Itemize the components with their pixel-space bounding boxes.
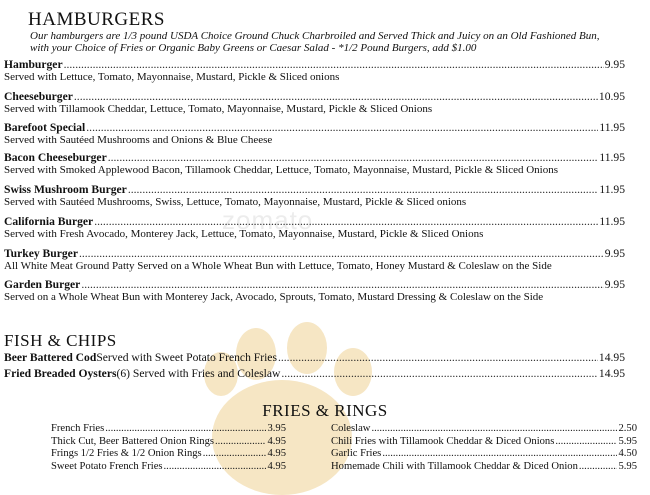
menu-item (4, 58, 625, 84)
item-description: Served with Lettuce, Tomato, Mayonnaise, Mustard, Pickle & Sliced onions (4, 71, 340, 83)
leader-dots (215, 436, 266, 449)
leader-dots (105, 423, 266, 436)
leader-dots (128, 183, 599, 196)
item-name: Garlic Fries (331, 448, 382, 459)
leader-dots (371, 423, 617, 436)
section-title-hamburgers: HAMBURGERS (28, 9, 165, 30)
side-item (51, 423, 286, 436)
section-title-fish-chips: FISH & CHIPS (4, 331, 117, 350)
item-price: 5.95 (618, 435, 637, 447)
item-name: Fried Breaded Oysters (4, 367, 117, 380)
menu-item (4, 247, 625, 273)
item-price: 3.95 (267, 423, 286, 434)
side-item (331, 461, 637, 474)
intro-line: with your Choice of Fries or Organic Baby Greens or Caesar Salad - *1/2 Pound Burgers, add $1.00 (30, 42, 477, 54)
item-description: Served with Smoked Applewood Bacon, Tillamook Cheddar, Lettuce, Tomato, Mayonnaise, Mustard, Pickle & Sliced Onions (4, 164, 559, 176)
item-price: 2.50 (618, 423, 637, 434)
leader-dots (79, 247, 604, 260)
leader-dots (555, 436, 617, 449)
menu-item (4, 367, 625, 380)
leader-dots (203, 448, 267, 461)
leader-dots (86, 121, 598, 134)
item-price: 4.50 (618, 448, 637, 459)
item-name: Turkey Burger (4, 247, 78, 260)
section-title-fries-rings: FRIES & RINGS (262, 401, 388, 420)
item-price: 11.95 (599, 151, 625, 164)
item-price: 14.95 (598, 367, 625, 380)
item-name: Swiss Mushroom Burger (4, 183, 127, 196)
item-price: 9.95 (604, 58, 625, 71)
item-name: Garden Burger (4, 278, 81, 291)
item-price: 11.95 (599, 215, 625, 228)
item-description: Served with Fresh Avocado, Monterey Jack, Lettuce, Tomato, Mayonnaise, Mustard, Pickle & Sliced Onions (4, 228, 484, 240)
leader-dots (81, 278, 603, 291)
item-name: Frings 1/2 Fries & 1/2 Onion Rings (51, 448, 202, 459)
item-price: 9.95 (604, 247, 625, 260)
watermark: zomato (222, 205, 314, 235)
item-name: Sweet Potato French Fries (51, 460, 163, 472)
side-item (331, 448, 637, 461)
item-price: 4.95 (267, 435, 286, 447)
item-name: California Burger (4, 215, 94, 228)
item-description: Served with Sautéed Mushrooms, Swiss, Lettuce, Tomato, Mayonnaise, Mustard, Pickle & Sliced onions (4, 196, 467, 208)
leader-dots (64, 58, 604, 71)
item-price: 5.95 (618, 460, 637, 472)
leader-dots (74, 90, 598, 103)
item-name: French Fries (51, 423, 105, 434)
menu-item (4, 183, 625, 209)
menu-item (4, 90, 625, 116)
item-price: 9.95 (604, 278, 625, 291)
item-description: Served with Tillamook Cheddar, Lettuce, Tomato, Mayonnaise, Mustard, Pickle & Sliced Onions (4, 103, 433, 115)
leader-dots (164, 461, 267, 474)
item-price: 11.95 (599, 183, 625, 196)
item-price: 4.95 (267, 448, 286, 459)
side-item (51, 461, 286, 474)
item-name: Homemade Chili with Tillamook Cheddar & Diced Onion (331, 460, 578, 472)
item-description: (6) Served with Fries and Coleslaw (116, 367, 281, 380)
item-name: Beer Battered Cod (4, 351, 97, 364)
item-name: Bacon Cheeseburger (4, 151, 107, 164)
menu-item (4, 215, 625, 241)
item-name: Thick Cut, Beer Battered Onion Rings (51, 435, 214, 447)
intro-line: Our hamburgers are 1/3 pound USDA Choice Ground Chuck Charbroiled and Served Thick and Juicy on an Old Fashioned Bun, (30, 30, 600, 42)
menu-item (4, 121, 625, 147)
item-description: Served on a Whole Wheat Bun with Monterey Jack, Avocado, Sprouts, Tomato, Mustard Dressing & Coleslaw on the Side (4, 291, 544, 303)
leader-dots (278, 351, 598, 364)
side-item (331, 423, 637, 436)
menu-item (4, 351, 625, 364)
fries-right-column (331, 423, 637, 473)
leader-dots (281, 367, 598, 380)
leader-dots (94, 215, 598, 228)
menu-item (4, 278, 625, 304)
item-price: 14.95 (598, 351, 625, 364)
leader-dots (108, 151, 599, 164)
item-description: Served with Sweet Potato French Fries (96, 351, 277, 364)
item-price: 11.95 (599, 121, 625, 134)
leader-dots (382, 448, 617, 461)
item-name: Coleslaw (331, 423, 371, 434)
hamburgers-intro (30, 30, 640, 54)
side-item (51, 436, 286, 449)
side-item (51, 448, 286, 461)
item-price: 10.95 (598, 90, 625, 103)
leader-dots (579, 461, 618, 474)
item-description: Served with Sautéed Mushrooms and Onions & Blue Cheese (4, 134, 273, 146)
menu-item (4, 151, 625, 177)
item-price: 4.95 (267, 460, 286, 472)
item-name: Barefoot Special (4, 121, 86, 134)
side-item (331, 436, 637, 449)
item-description: All White Meat Ground Patty Served on a Whole Wheat Bun with Lettuce, Tomato, Honey Mustard & Coleslaw on the Side (4, 260, 552, 272)
item-name: Chili Fries with Tillamook Cheddar & Diced Onions (331, 435, 555, 447)
item-name: Hamburger (4, 58, 63, 71)
fries-left-column (51, 423, 286, 473)
item-name: Cheeseburger (4, 90, 73, 103)
